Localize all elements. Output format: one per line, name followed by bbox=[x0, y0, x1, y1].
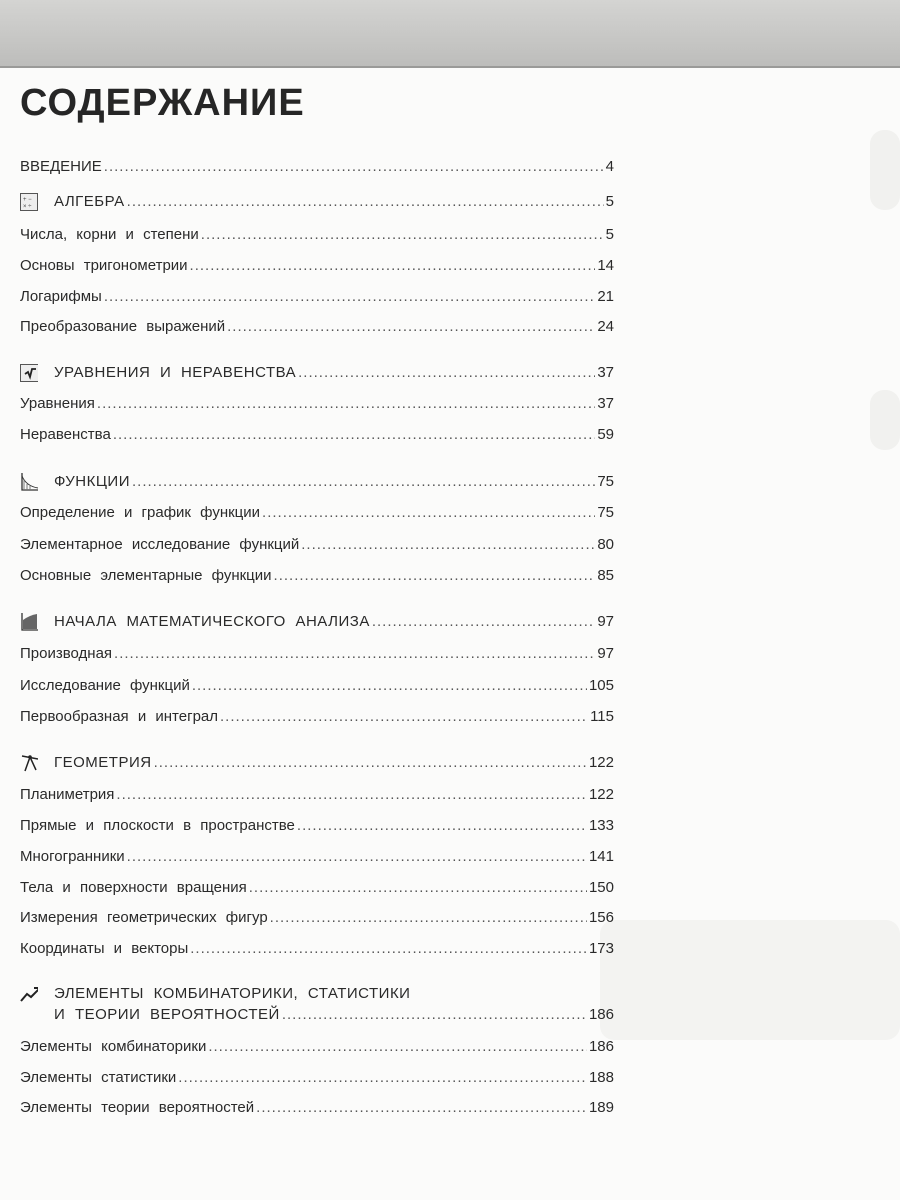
dot-leader bbox=[282, 1006, 587, 1023]
root-icon bbox=[20, 364, 38, 382]
entry-label: Прямые и плоскости в пространстве bbox=[20, 817, 295, 834]
toc-entry[interactable] bbox=[20, 1038, 614, 1055]
toc-section-analysis[interactable] bbox=[20, 613, 614, 631]
section-label-line1: ЭЛЕМЕНТЫ КОМБИНАТОРИКИ, СТАТИСТИКИ bbox=[54, 985, 411, 1002]
toc-entry[interactable] bbox=[20, 288, 614, 305]
dot-leader bbox=[190, 940, 587, 957]
entry-label: Измерения геометрических фигур bbox=[20, 909, 268, 926]
entry-page: 24 bbox=[597, 318, 614, 335]
entry-page: 186 bbox=[588, 1038, 614, 1055]
section-label: И ТЕОРИИ ВЕРОЯТНОСТЕЙ bbox=[54, 1006, 280, 1023]
section-label: АЛГЕБРА bbox=[54, 193, 125, 210]
toc-entry[interactable] bbox=[20, 677, 614, 694]
entry-page: 150 bbox=[588, 879, 614, 896]
toc-entry[interactable] bbox=[20, 1099, 614, 1116]
entry-page: 5 bbox=[605, 193, 614, 210]
entry-label: Определение и график функции bbox=[20, 504, 261, 521]
dot-leader bbox=[298, 364, 595, 381]
toc-entry[interactable] bbox=[20, 786, 614, 803]
toc-entry[interactable] bbox=[20, 848, 614, 865]
toc-entry[interactable] bbox=[20, 1069, 614, 1086]
section-label: ФУНКЦИИ bbox=[54, 473, 130, 490]
toc-section-functions[interactable] bbox=[20, 473, 614, 491]
entry-page: 115 bbox=[590, 708, 614, 725]
dot-leader bbox=[227, 318, 595, 335]
entry-label: Элементы комбинаторики bbox=[20, 1038, 207, 1055]
entry-page: 141 bbox=[588, 848, 614, 865]
entry-page: 122 bbox=[588, 786, 614, 803]
function-graph-icon bbox=[20, 473, 38, 491]
toc-entry[interactable] bbox=[20, 504, 614, 521]
entry-label: Координаты и векторы bbox=[20, 940, 189, 957]
toc-entry[interactable] bbox=[20, 318, 614, 335]
entry-page: 75 bbox=[597, 504, 614, 521]
svg-text:× ÷: × ÷ bbox=[23, 204, 32, 210]
section-label: ГЕОМЕТРИЯ bbox=[54, 754, 152, 771]
svg-text:+ −: + − bbox=[23, 197, 32, 203]
entry-page: 21 bbox=[597, 288, 614, 305]
dot-leader bbox=[127, 193, 604, 210]
entry-page: 37 bbox=[597, 364, 614, 381]
entry-page: 186 bbox=[588, 1006, 614, 1023]
entry-page: 122 bbox=[588, 754, 614, 771]
entry-page: 85 bbox=[597, 567, 614, 584]
toc-entry[interactable] bbox=[20, 909, 614, 926]
entry-label: Элементарное исследование функций bbox=[20, 536, 300, 553]
entry-page: 5 bbox=[605, 226, 614, 243]
entry-page: 105 bbox=[588, 677, 614, 694]
toc-entry-intro[interactable] bbox=[20, 158, 614, 175]
entry-label: Элементы теории вероятностей bbox=[20, 1099, 255, 1116]
entry-label: Преобразование выражений bbox=[20, 318, 226, 335]
toc-entry[interactable] bbox=[20, 226, 614, 243]
entry-label: Элементы статистики bbox=[20, 1069, 177, 1086]
dot-leader bbox=[301, 536, 595, 553]
dot-leader bbox=[104, 288, 595, 305]
toc-entry[interactable] bbox=[20, 879, 614, 896]
entry-page: 188 bbox=[588, 1069, 614, 1086]
toc-section-geometry[interactable] bbox=[20, 754, 614, 772]
dot-leader bbox=[154, 754, 587, 771]
toc-entry[interactable] bbox=[20, 257, 614, 274]
entry-page: 156 bbox=[588, 909, 614, 926]
dot-leader bbox=[192, 677, 587, 694]
dot-leader bbox=[127, 848, 587, 865]
dot-leader bbox=[201, 226, 604, 243]
dot-leader bbox=[116, 786, 587, 803]
entry-page: 173 bbox=[588, 940, 614, 957]
dot-leader bbox=[297, 817, 587, 834]
toc-entry[interactable] bbox=[20, 708, 614, 725]
entry-page: 75 bbox=[597, 473, 614, 490]
bleed-through bbox=[870, 130, 900, 210]
entry-label: Исследование функций bbox=[20, 677, 190, 694]
toc-entry[interactable] bbox=[20, 645, 614, 662]
toc-entry[interactable] bbox=[20, 567, 614, 584]
toc-entry[interactable] bbox=[20, 536, 614, 553]
section-label: НАЧАЛА МАТЕМАТИЧЕСКОГО АНАЛИЗА bbox=[54, 613, 370, 630]
section-label: УРАВНЕНИЯ И НЕРАВЕНСТВА bbox=[54, 364, 297, 381]
toc-entry[interactable] bbox=[20, 395, 614, 412]
scan-top-edge bbox=[0, 0, 900, 68]
entry-page: 80 bbox=[597, 536, 614, 553]
entry-label: Числа, корни и степени bbox=[20, 226, 199, 243]
entry-page: 97 bbox=[597, 645, 614, 662]
toc-entry[interactable] bbox=[20, 817, 614, 834]
bleed-through bbox=[600, 920, 900, 1040]
dot-leader bbox=[270, 909, 587, 926]
entry-label: Планиметрия bbox=[20, 786, 115, 803]
entry-label: Тела и поверхности вращения bbox=[20, 879, 247, 896]
dot-leader bbox=[190, 257, 596, 274]
entry-label: Многогранники bbox=[20, 848, 125, 865]
page-title: СОДЕРЖАНИЕ bbox=[20, 82, 305, 124]
integral-area-icon bbox=[20, 613, 38, 631]
trend-icon bbox=[20, 985, 38, 1003]
entry-label: Первообразная и интеграл bbox=[20, 708, 219, 725]
entry-page: 4 bbox=[605, 158, 614, 175]
entry-page: 189 bbox=[588, 1099, 614, 1116]
dot-leader bbox=[97, 395, 595, 412]
toc-entry[interactable] bbox=[20, 940, 614, 957]
dot-leader bbox=[113, 426, 596, 443]
dot-leader bbox=[104, 158, 604, 175]
dot-leader bbox=[249, 879, 587, 896]
dot-leader bbox=[208, 1038, 587, 1055]
toc-entry[interactable] bbox=[20, 426, 614, 443]
dot-leader bbox=[114, 645, 595, 662]
dot-leader bbox=[262, 504, 595, 521]
arithmetic-icon bbox=[20, 193, 38, 211]
entry-page: 14 bbox=[597, 257, 614, 274]
entry-label: Основы тригонометрии bbox=[20, 257, 188, 274]
entry-label: Производная bbox=[20, 645, 113, 662]
toc-section-combinatorics-line1[interactable] bbox=[20, 985, 614, 1002]
toc-section-equations[interactable] bbox=[20, 364, 614, 382]
entry-page: 133 bbox=[588, 817, 614, 834]
bleed-through bbox=[870, 390, 900, 450]
dot-leader bbox=[274, 567, 596, 584]
entry-label: Основные элементарные функции bbox=[20, 567, 272, 584]
toc-section-algebra[interactable] bbox=[20, 193, 614, 211]
dot-leader bbox=[132, 473, 595, 490]
entry-page: 37 bbox=[597, 395, 614, 412]
entry-label: Уравнения bbox=[20, 395, 95, 412]
entry-page: 59 bbox=[597, 426, 614, 443]
dot-leader bbox=[178, 1069, 587, 1086]
dot-leader bbox=[372, 613, 595, 630]
entry-label: Логарифмы bbox=[20, 288, 102, 305]
dot-leader bbox=[220, 708, 588, 725]
entry-label: ВВЕДЕНИЕ bbox=[20, 158, 102, 175]
entry-label: Неравенства bbox=[20, 426, 111, 443]
entry-page: 97 bbox=[597, 613, 614, 630]
compass-icon bbox=[20, 754, 38, 772]
dot-leader bbox=[256, 1099, 587, 1116]
toc-section-combinatorics[interactable] bbox=[20, 1006, 614, 1023]
